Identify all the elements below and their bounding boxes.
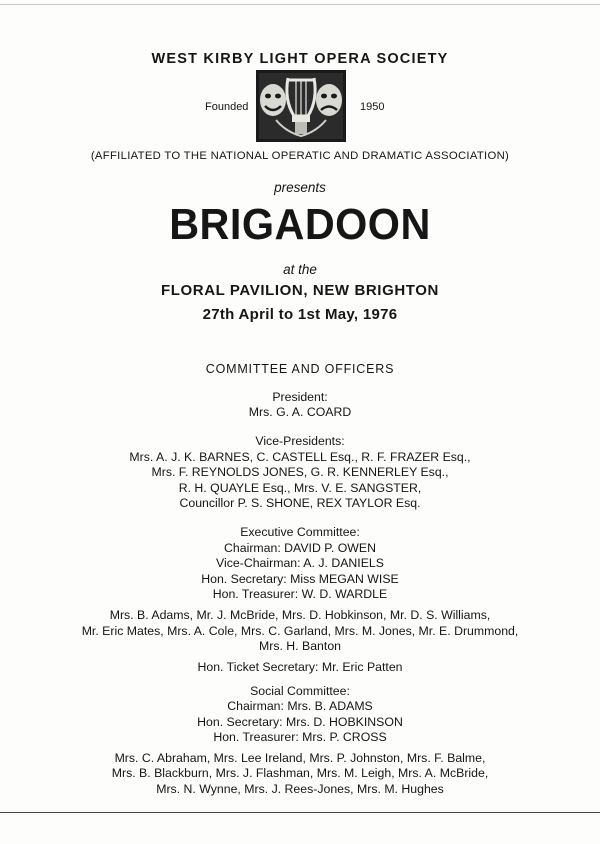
social-chairman: Chairman: Mrs. B. ADAMS [227,699,373,713]
executive-members-line: Mr. Eric Mates, Mrs. A. Cole, Mrs. C. Garland, Mrs. M. Jones, Mr. E. Drummond, [81,624,519,638]
executive-members-line: Mrs. B. Adams, Mr. J. McBride, Mrs. D. Hobkinson, Mr. D. S. Williams, [109,608,491,622]
social-members-line: Mrs. C. Abraham, Mrs. Lee Ireland, Mrs. P. Johnston, Mrs. F. Balme, [114,751,486,765]
ticket-secretary: Hon. Ticket Secretary: Mr. Eric Patten [197,660,403,674]
lyre-masks-emblem-icon [256,70,346,142]
vice-presidents-line: Councillor P. S. SHONE, REX TAYLOR Esq. [179,496,421,510]
executive-vice-chairman: Vice-Chairman: A. J. DANIELS [216,556,384,570]
executive-heading: Executive Committee: [240,525,360,539]
vice-presidents-line: Mrs. A. J. K. BARNES, C. CASTELL Esq., R. F. FRAZER Esq., [129,450,471,464]
affiliation-note: (AFFILIATED TO THE NATIONAL OPERATIC AND DRAMATIC ASSOCIATION) [90,150,510,162]
executive-treasurer: Hon. Treasurer: W. D. WARDLE [212,587,388,601]
vice-presidents-line: R. H. QUAYLE Esq., Mrs. V. E. SANGSTER, [178,481,422,495]
committee-heading: COMMITTEE AND OFFICERS [205,362,395,376]
executive-members-line: Mrs. H. Banton [258,639,341,653]
founded-label: Founded [205,101,249,113]
bottom-rule [0,812,600,813]
venue: FLORAL PAVILION, NEW BRIGHTON [161,282,439,299]
society-name: WEST KIRBY LIGHT OPERA SOCIETY [151,51,449,67]
social-treasurer: Hon. Treasurer: Mrs. P. CROSS [213,730,387,744]
social-secretary: Hon. Secretary: Mrs. D. HOBKINSON [197,715,403,729]
executive-secretary: Hon. Secretary: Miss MEGAN WISE [201,572,399,586]
top-rule [0,4,600,5]
show-title: BRIGADOON [169,200,431,249]
presents-label: presents [274,180,326,195]
social-members-line: Mrs. B. Blackburn, Mrs. J. Flashman, Mrs. M. Leigh, Mrs. A. McBride, [111,766,489,780]
president-heading: President: [272,390,328,404]
social-heading: Social Committee: [250,684,350,698]
executive-chairman: Chairman: DAVID P. OWEN [224,541,376,555]
social-members-line: Mrs. N. Wynne, Mrs. J. Rees-Jones, Mrs. M. Hughes [156,782,444,796]
president-name: Mrs. G. A. COARD [248,405,352,419]
at-the-label: at the [283,262,317,277]
founded-year: 1950 [360,101,385,113]
vice-presidents-line: Mrs. F. REYNOLDS JONES, G. R. KENNERLEY Esq., [151,465,449,479]
show-dates: 27th April to 1st May, 1976 [202,306,398,323]
vice-presidents-heading: Vice-Presidents: [255,434,345,448]
